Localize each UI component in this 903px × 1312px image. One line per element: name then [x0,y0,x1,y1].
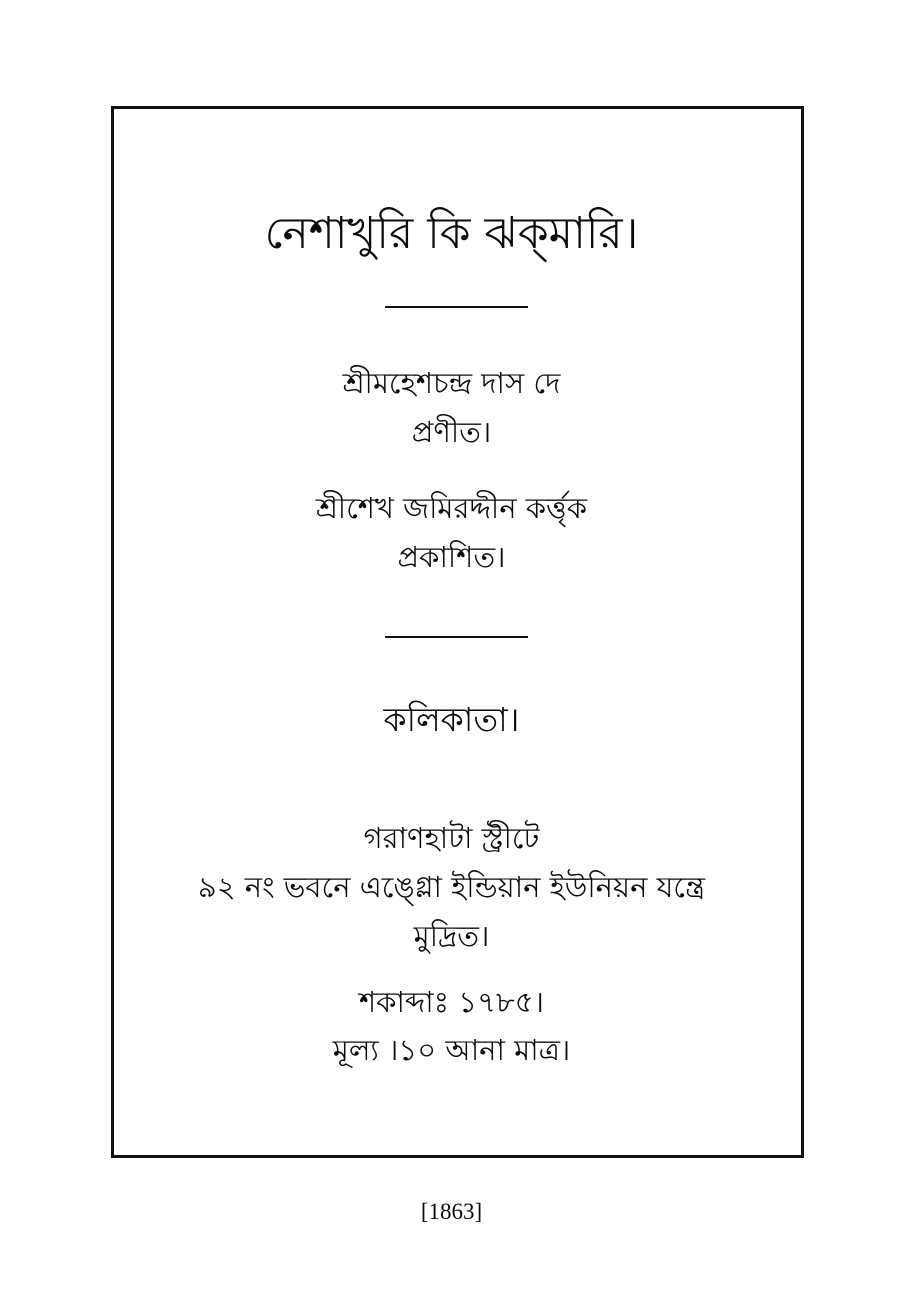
author-name: শ্রীমহেশচন্দ্র দাস দে [342,366,561,400]
publisher-suffix: প্রকাশিত। [397,540,506,574]
street-address: গরাণহাটা স্ট্রীটে [363,821,540,855]
city-name: কলিকাতা। [383,700,520,739]
divider-middle [385,636,528,638]
printed-label: মুদ্রিত। [413,919,490,953]
publication-year: [1863] [420,1199,483,1224]
divider-top [385,306,528,308]
author-suffix: প্রণীত। [411,415,492,449]
shakabda-year: শকাব্দাঃ ১৭৮৫। [359,985,544,1019]
press-address: ৯২ নং ভবনে এঙ্গ্লো ইন্ডিয়ান ইউনিয়ন যন্ত্রে [197,870,706,904]
price-line: মূল্য ।১০ আনা মাত্র। [332,1033,571,1067]
publisher-name: শ্রীশেখ জমিরদ্দীন কর্ত্তৃক [315,491,588,525]
book-title: নেশাখুরি কি ঝক্‌মারি। [264,208,639,259]
